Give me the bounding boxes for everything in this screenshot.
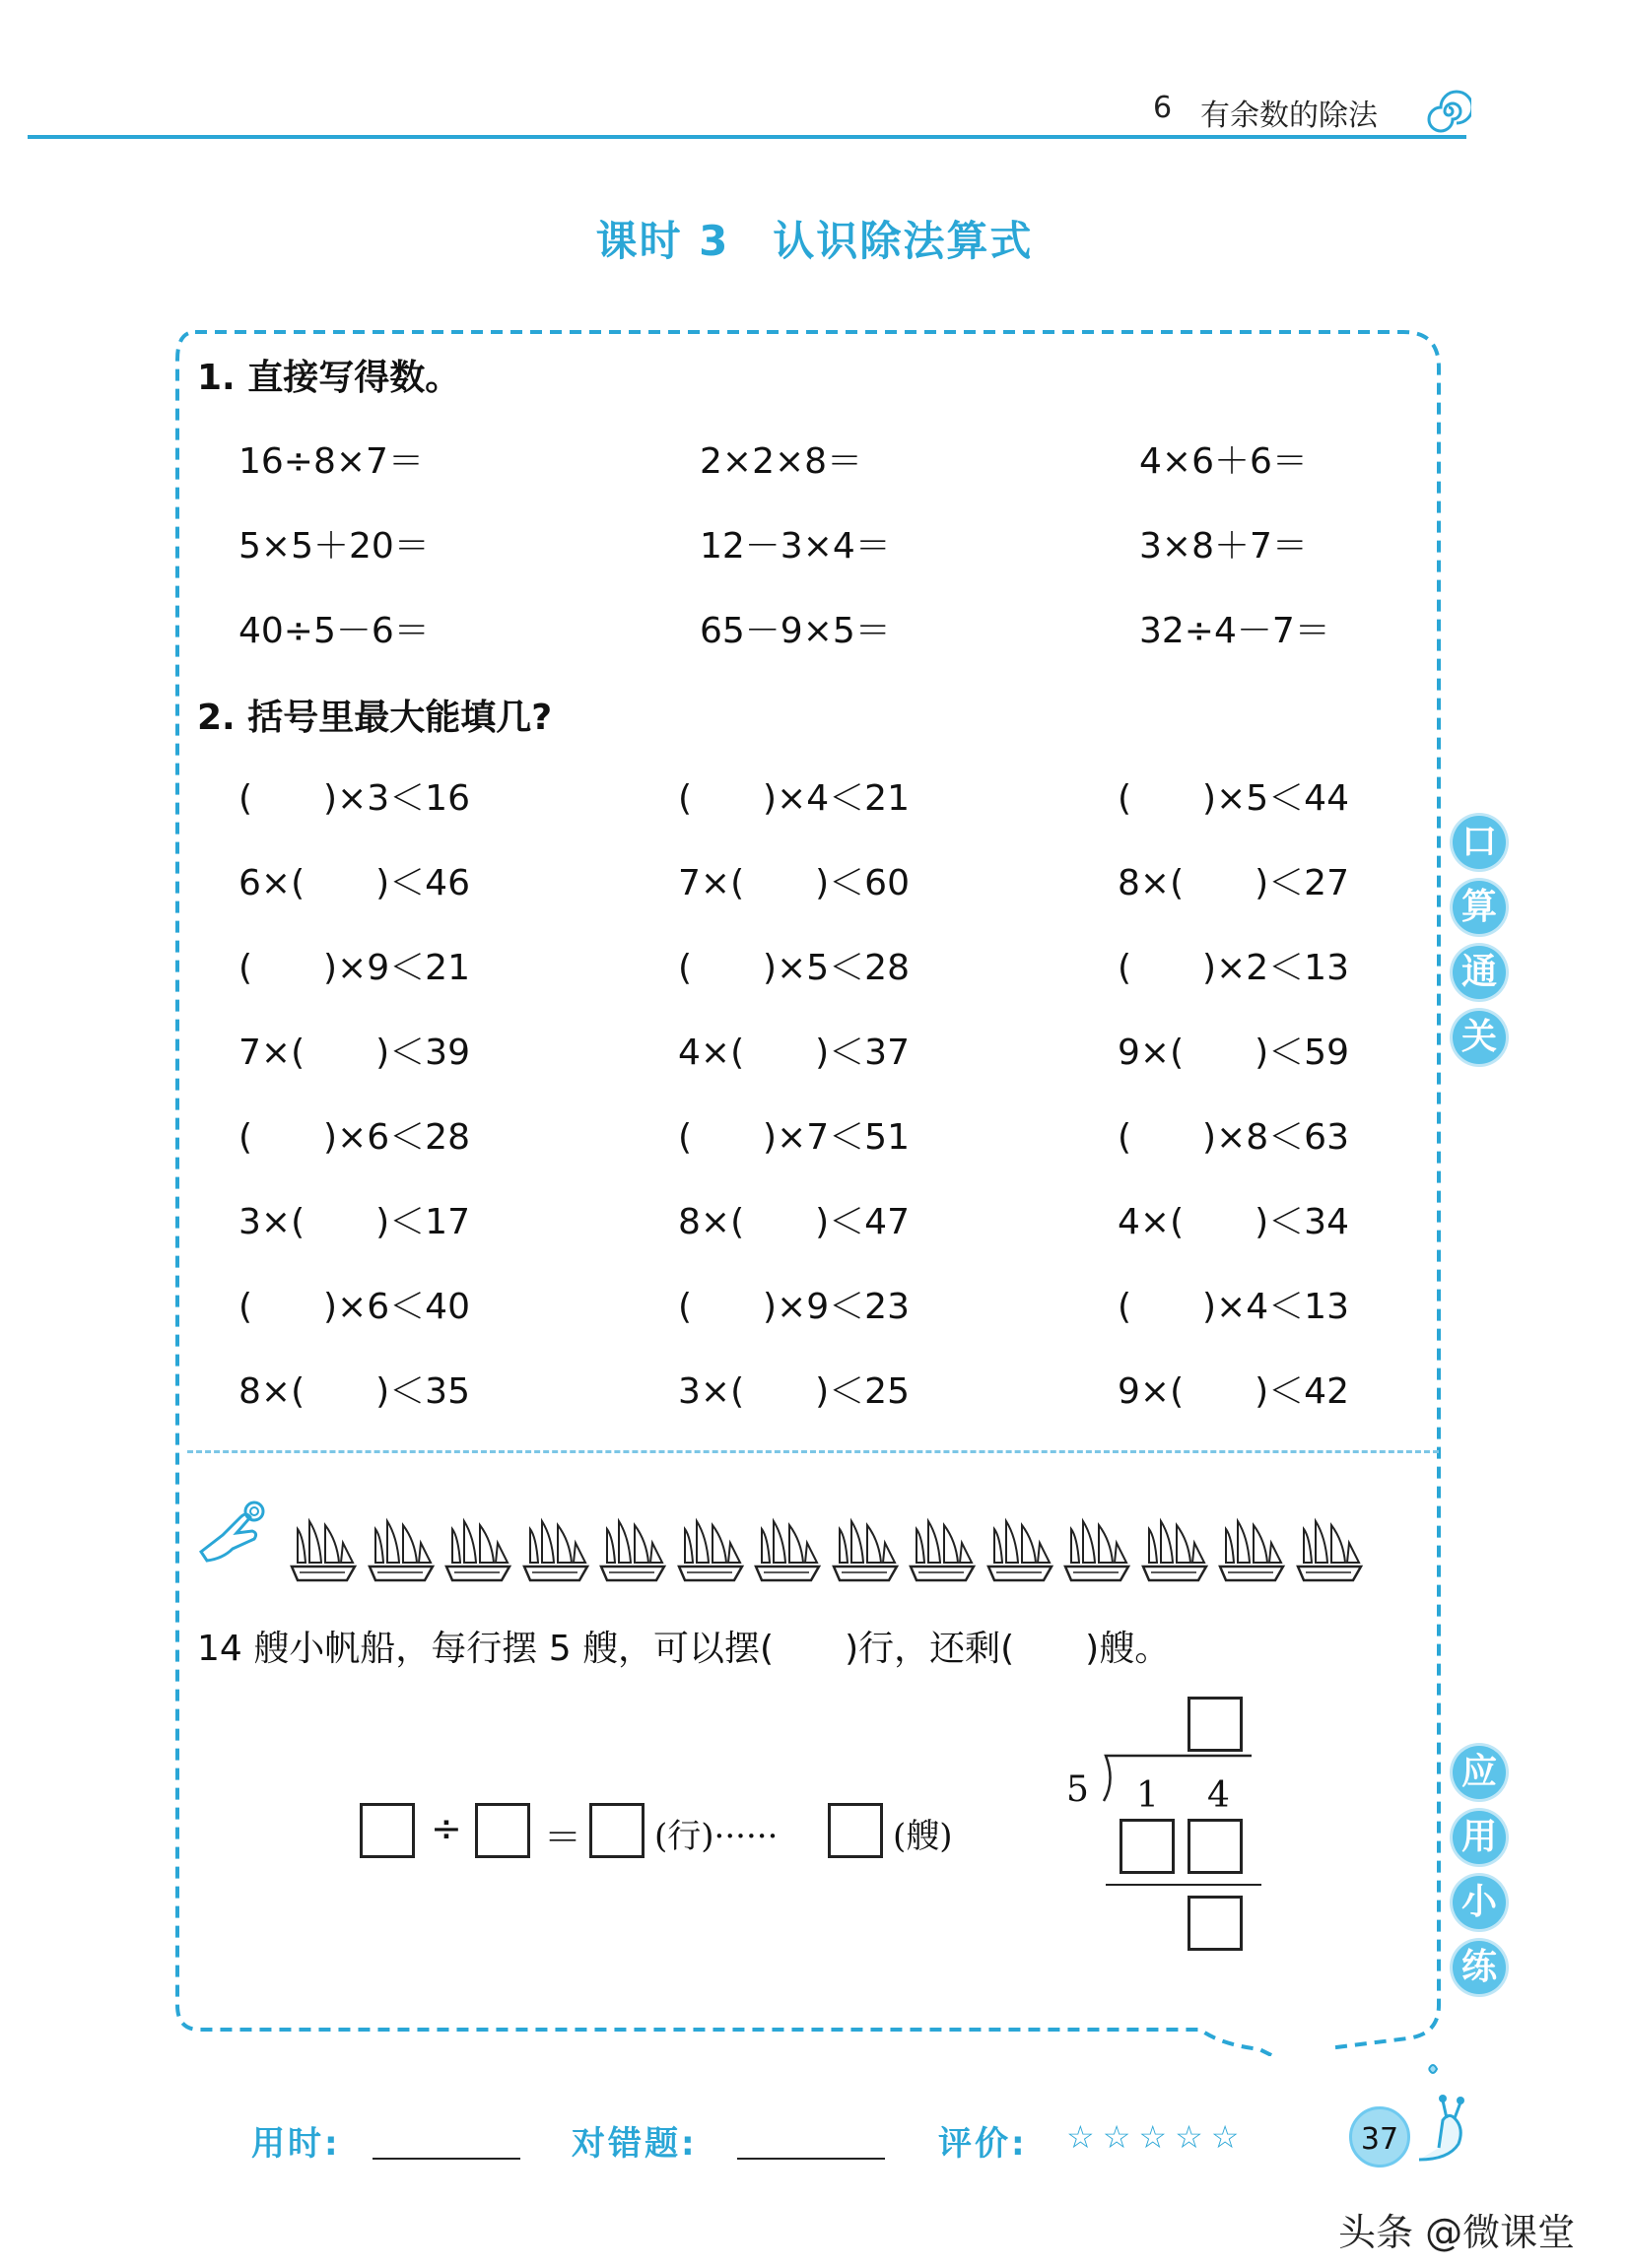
mental-math-expression: 2×2×8＝ [700, 441, 863, 482]
long-division-product-ones-box[interactable] [1188, 1819, 1243, 1874]
quotient-box[interactable] [589, 1803, 645, 1858]
page-number: 37 [1349, 2106, 1410, 2168]
fill-blank-inequality[interactable]: ( )×5＜28 [678, 948, 910, 988]
header-rule [28, 135, 1466, 139]
word-problem: 14 艘小帆船，每行摆 5 艘，可以摆( )行，还剩( )艘。 [197, 1629, 1171, 1669]
fill-blank-inequality[interactable]: ( )×9＜23 [678, 1287, 910, 1327]
fill-blank-inequality[interactable]: 7×( )＜39 [238, 1033, 470, 1073]
sailboat-icon [752, 1517, 823, 1586]
mental-math-expression: 4×6＋6＝ [1139, 441, 1308, 482]
mental-math-expression: 16÷8×7＝ [238, 441, 424, 482]
sailboat-icon [1061, 1517, 1132, 1586]
mental-math-expression: 3×8＋7＝ [1139, 526, 1308, 567]
fill-blank-inequality[interactable]: ( )×6＜28 [238, 1117, 470, 1158]
fill-blank-inequality[interactable]: ( )×7＜51 [678, 1117, 910, 1158]
long-division-bracket [1084, 1752, 1261, 1811]
long-division-quotient-box[interactable] [1188, 1697, 1243, 1752]
side-badge-oral-4: 关 [1453, 1011, 1506, 1064]
rating-label: 评价: [938, 2124, 1028, 2164]
side-badge-practice-2: 用 [1453, 1811, 1506, 1864]
section-divider [187, 1450, 1439, 1453]
long-division-subtract-line [1106, 1884, 1261, 1886]
fill-blank-inequality[interactable]: 4×( )＜37 [678, 1033, 910, 1073]
mental-math-expression: 5×5＋20＝ [238, 526, 430, 567]
errors-field[interactable] [737, 2158, 885, 2160]
sailboat-icon [1216, 1517, 1287, 1586]
side-badge-oral-1: 口 [1453, 816, 1506, 869]
fill-blank-inequality[interactable]: 4×( )＜34 [1118, 1202, 1349, 1242]
side-badge-oral-2: 算 [1453, 881, 1506, 934]
rating-stars[interactable]: ☆☆☆☆☆ [1066, 2118, 1248, 2156]
long-division-ones: 4 [1207, 1775, 1230, 1816]
pointing-hand-icon [193, 1498, 272, 1567]
fill-blank-inequality[interactable]: ( )×8＜63 [1118, 1117, 1349, 1158]
fill-blank-inequality[interactable]: ( )×5＜44 [1118, 778, 1349, 819]
fill-blank-inequality[interactable]: ( )×6＜40 [238, 1287, 470, 1327]
time-field[interactable] [373, 2158, 520, 2160]
sailboat-icon [288, 1517, 359, 1586]
sailboat-icon [597, 1517, 668, 1586]
sailboat-icon [1294, 1517, 1365, 1586]
fill-blank-inequality[interactable]: 3×( )＜17 [238, 1202, 470, 1242]
fill-blank-inequality[interactable]: ( )×2＜13 [1118, 948, 1349, 988]
mental-math-expression: 32÷4－7＝ [1139, 611, 1330, 651]
fill-blank-inequality[interactable]: 8×( )＜27 [1118, 863, 1349, 903]
side-badge-oral-3: 通 [1453, 946, 1506, 999]
watermark: 头条 @微课堂 [1338, 2211, 1576, 2254]
chapter-title: 有余数的除法 [1200, 99, 1378, 133]
mental-math-expression: 65－9×5＝ [700, 611, 891, 651]
side-badge-practice-1: 应 [1453, 1746, 1506, 1799]
fill-blank-inequality[interactable]: 8×( )＜35 [238, 1371, 470, 1412]
fill-blank-inequality[interactable]: 6×( )＜46 [238, 863, 470, 903]
fill-blank-inequality[interactable]: ( )×9＜21 [238, 948, 470, 988]
time-label: 用时: [251, 2124, 341, 2164]
sailboat-icon [675, 1517, 746, 1586]
sailboat-icon [907, 1517, 978, 1586]
long-division-tens: 1 [1136, 1775, 1159, 1816]
fill-blank-inequality[interactable]: 3×( )＜25 [678, 1371, 910, 1412]
section1-title: 1. 直接写得数。 [197, 358, 461, 398]
fill-blank-inequality[interactable]: ( )×3＜16 [238, 778, 470, 819]
fill-blank-inequality[interactable]: ( )×4＜13 [1118, 1287, 1349, 1327]
equals-sign: ＝ [544, 1816, 582, 1859]
fill-blank-inequality[interactable]: 8×( )＜47 [678, 1202, 910, 1242]
chapter-number: 6 [1153, 91, 1173, 125]
sailboat-icon [520, 1517, 591, 1586]
section2-title: 2. 括号里最大能填几? [197, 698, 553, 738]
side-badge-practice-4: 练 [1453, 1941, 1506, 1994]
sailboat-icon [830, 1517, 901, 1586]
swirl-icon [1426, 89, 1471, 134]
side-badge-practice-3: 小 [1453, 1876, 1506, 1929]
sailboat-icon [984, 1517, 1055, 1586]
fill-blank-inequality[interactable]: 9×( )＜42 [1118, 1371, 1349, 1412]
unit-rows: (行)······ [654, 1817, 779, 1856]
fill-blank-inequality[interactable]: 7×( )＜60 [678, 863, 910, 903]
long-division-remainder-box[interactable] [1188, 1896, 1243, 1951]
sailboat-icon [366, 1517, 437, 1586]
mental-math-expression: 40÷5－6＝ [238, 611, 430, 651]
divisor-box[interactable] [475, 1803, 530, 1858]
sailboat-icon [1139, 1517, 1210, 1586]
errors-label: 对错题: [572, 2124, 698, 2164]
divide-sign: ÷ [431, 1807, 462, 1850]
sailboat-icon [442, 1517, 513, 1586]
long-division-divisor: 5 [1066, 1769, 1089, 1810]
remainder-box[interactable] [828, 1803, 883, 1858]
lesson-title: 课时 3 认识除法算式 [595, 217, 1034, 265]
long-division-product-tens-box[interactable] [1120, 1819, 1175, 1874]
dividend-box[interactable] [360, 1803, 415, 1858]
fill-blank-inequality[interactable]: ( )×4＜21 [678, 778, 910, 819]
unit-boats: (艘) [893, 1817, 953, 1856]
mental-math-expression: 12－3×4＝ [700, 526, 891, 567]
fill-blank-inequality[interactable]: 9×( )＜59 [1118, 1033, 1349, 1073]
